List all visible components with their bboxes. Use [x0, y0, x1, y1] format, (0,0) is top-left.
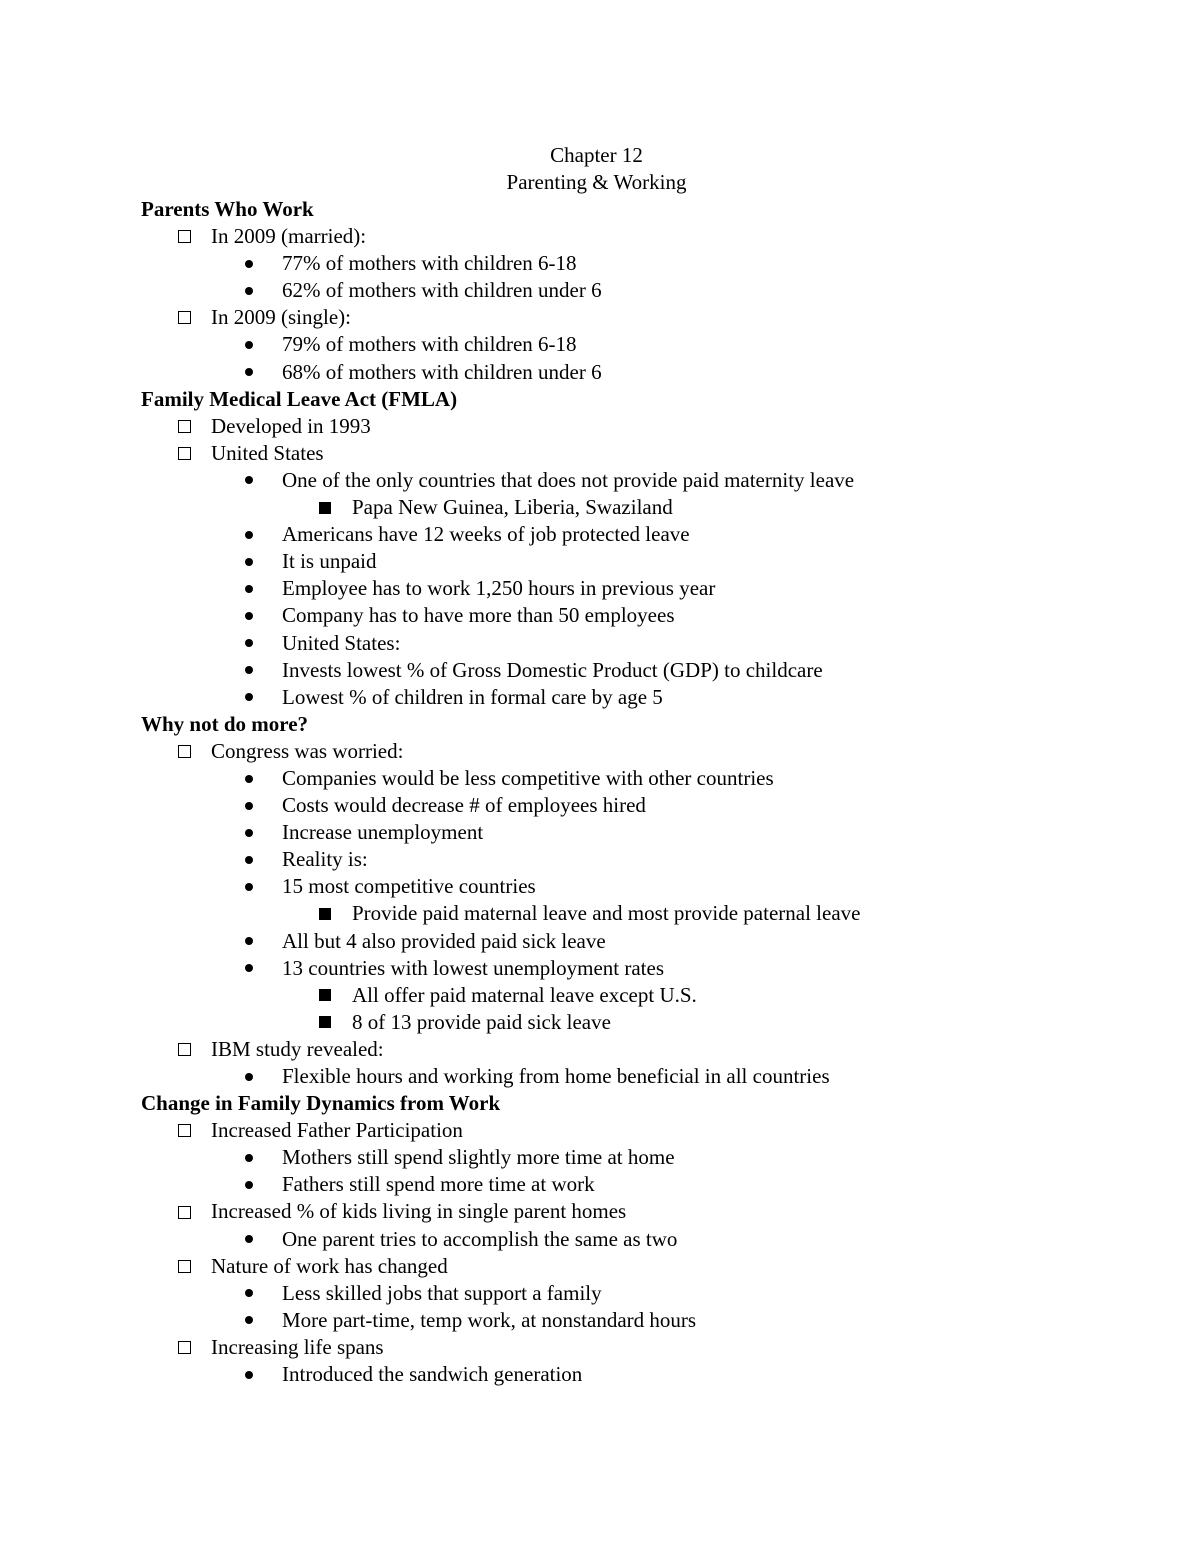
item-text: All offer paid maternal leave except U.S. [352, 982, 697, 1007]
outline-item [141, 738, 1161, 765]
outline-subitem [141, 1307, 1161, 1334]
section-heading: Parents Who Work [141, 197, 314, 221]
item-text: 77% of mothers with children 6-18 [282, 251, 577, 276]
checkbox-bullet-icon [178, 1206, 191, 1219]
round-bullet-icon [245, 531, 253, 539]
chapter-subtitle: Parenting & Working [506, 170, 687, 194]
item-text: Fathers still spend more time at work [282, 1172, 595, 1197]
outline-item [141, 1334, 1161, 1361]
outline-subitem [141, 331, 1161, 358]
item-text: Costs would decrease # of employees hired [282, 793, 646, 818]
item-text: 15 most competitive countries [282, 874, 536, 899]
outline-item [141, 1253, 1161, 1280]
item-text: 13 countries with lowest unemployment rates [282, 955, 665, 980]
round-bullet-icon [245, 585, 253, 593]
round-bullet-icon [245, 775, 253, 783]
item-text: 79% of mothers with children 6-18 [282, 332, 577, 357]
section-heading: Why not do more? [141, 711, 309, 736]
item-text: Mothers still spend slightly more time at home [282, 1145, 675, 1170]
item-text: Invests lowest % of Gross Domestic Product (GDP) to childcare [282, 657, 823, 682]
checkbox-bullet-icon [178, 1341, 191, 1354]
item-text: All but 4 also provided paid sick leave [282, 928, 606, 953]
checkbox-bullet-icon [178, 230, 191, 243]
item-text: Nature of work has changed [211, 1253, 448, 1278]
outline-subitem [141, 548, 1161, 575]
round-bullet-icon [245, 693, 253, 701]
outline-subitem [141, 630, 1161, 657]
outline-item [141, 440, 1161, 467]
round-bullet-icon [245, 341, 253, 349]
outline-subitem [141, 1226, 1161, 1253]
outline-item [141, 304, 1161, 331]
round-bullet-icon [245, 558, 253, 566]
round-bullet-icon [245, 612, 253, 620]
title-block [0, 142, 1193, 196]
item-text: IBM study revealed: [211, 1036, 384, 1061]
round-bullet-icon [245, 829, 253, 837]
outline-item [141, 1198, 1161, 1225]
round-bullet-icon [245, 856, 253, 864]
outline-item [141, 413, 1161, 440]
round-bullet-icon [245, 1154, 253, 1162]
item-text: Flexible hours and working from home beneficial in all countries [282, 1064, 830, 1088]
item-text: Companies would be less competitive with other countries [282, 765, 774, 790]
round-bullet-icon [245, 1371, 253, 1379]
outline-subsubitem [141, 982, 1161, 1009]
outline-subsubitem [141, 494, 1161, 521]
checkbox-bullet-icon [178, 420, 191, 433]
item-text: One parent tries to accomplish the same as two [282, 1226, 678, 1251]
outline-item [141, 1117, 1161, 1144]
round-bullet-icon [245, 287, 253, 295]
outline-item [141, 223, 1161, 250]
outline-subsubitem [141, 1009, 1161, 1036]
outline-subitem [141, 277, 1161, 304]
item-text: United States: [282, 630, 401, 655]
item-text: Developed in 1993 [211, 413, 371, 438]
round-bullet-icon [245, 1073, 253, 1081]
outline-subitem [141, 846, 1161, 873]
item-text: In 2009 (single): [211, 305, 351, 330]
outline-subitem [141, 657, 1161, 684]
square-bullet-icon [319, 1016, 331, 1028]
round-bullet-icon [245, 802, 253, 810]
item-text: Reality is: [282, 847, 368, 872]
round-bullet-icon [245, 1181, 253, 1189]
round-bullet-icon [245, 883, 253, 891]
round-bullet-icon [245, 368, 253, 376]
outline-subitem [141, 575, 1161, 602]
item-text: Lowest % of children in formal care by age 5 [282, 684, 663, 709]
outline-subitem [141, 1144, 1161, 1171]
outline-item [141, 1036, 1161, 1063]
checkbox-bullet-icon [178, 1124, 191, 1137]
round-bullet-icon [245, 1316, 253, 1324]
outline-subitem [141, 1171, 1161, 1198]
round-bullet-icon [245, 260, 253, 268]
item-text: 8 of 13 provide paid sick leave [352, 1009, 611, 1034]
outline-subitem [141, 521, 1161, 548]
chapter-title: Chapter 12 [550, 143, 643, 167]
outline-subitem [141, 467, 1161, 494]
item-text: Provide paid maternal leave and most provide paternal leave [352, 901, 861, 926]
item-text: Congress was worried: [211, 738, 404, 763]
section-heading: Family Medical Leave Act (FMLA) [141, 386, 458, 411]
item-text: Increasing life spans [211, 1334, 384, 1359]
section-heading: Change in Family Dynamics from Work [141, 1091, 501, 1116]
item-text: Introduced the sandwich generation [282, 1362, 583, 1387]
item-text: Increased % of kids living in single parent homes [211, 1199, 627, 1224]
item-text: 62% of mothers with children under 6 [282, 278, 602, 303]
outline-subitem [141, 359, 1161, 386]
outline-content [141, 196, 1161, 1388]
outline-subitem [141, 819, 1161, 846]
item-text: 68% of mothers with children under 6 [282, 359, 602, 384]
outline-subitem [141, 1361, 1161, 1388]
item-text: It is unpaid [282, 549, 377, 574]
item-text: United States [211, 440, 324, 465]
outline-subitem [141, 955, 1161, 982]
round-bullet-icon [245, 964, 253, 972]
outline-subitem [141, 250, 1161, 277]
item-text: Increased Father Participation [211, 1118, 463, 1143]
item-text: One of the only countries that does not provide paid maternity leave [282, 467, 855, 492]
square-bullet-icon [319, 989, 331, 1001]
item-text: Papa New Guinea, Liberia, Swaziland [352, 495, 673, 520]
checkbox-bullet-icon [178, 1043, 191, 1056]
round-bullet-icon [245, 937, 253, 945]
item-text: In 2009 (married): [211, 224, 367, 249]
outline-subitem [141, 684, 1161, 711]
outline-subitem [141, 1280, 1161, 1307]
outline-subsubitem [141, 900, 1161, 927]
item-text: Employee has to work 1,250 hours in previous year [282, 576, 716, 601]
outline-subitem [141, 928, 1161, 955]
checkbox-bullet-icon [178, 447, 191, 460]
outline-subitem [141, 602, 1161, 629]
round-bullet-icon [245, 476, 253, 484]
checkbox-bullet-icon [178, 311, 191, 324]
item-text: Company has to have more than 50 employees [282, 603, 675, 628]
item-text: Less skilled jobs that support a family [282, 1280, 602, 1305]
round-bullet-icon [245, 1235, 253, 1243]
item-text: More part-time, temp work, at nonstandard hours [282, 1307, 697, 1332]
outline-subitem [141, 765, 1161, 792]
checkbox-bullet-icon [178, 1260, 191, 1273]
round-bullet-icon [245, 666, 253, 674]
square-bullet-icon [319, 908, 331, 920]
round-bullet-icon [245, 639, 253, 647]
square-bullet-icon [319, 502, 331, 514]
item-text: Increase unemployment [282, 820, 484, 845]
outline-subitem [141, 792, 1161, 819]
outline-subitem [141, 873, 1161, 900]
item-text: Americans have 12 weeks of job protected leave [282, 522, 690, 547]
checkbox-bullet-icon [178, 745, 191, 758]
outline-subitem [141, 1063, 1161, 1090]
round-bullet-icon [245, 1289, 253, 1297]
